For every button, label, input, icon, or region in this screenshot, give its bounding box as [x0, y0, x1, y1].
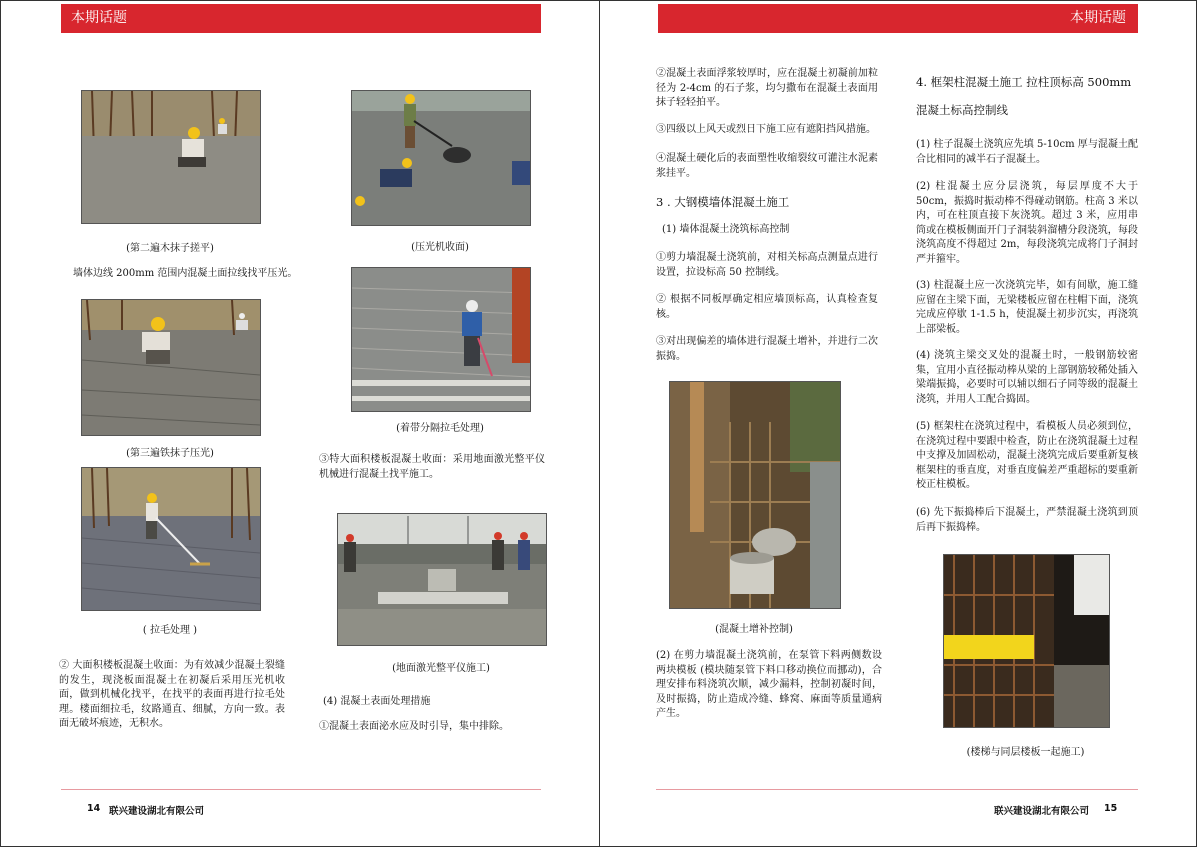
text-column-formwork-check: (5) 框架柱在浇筑过程中，看模板人员必须到位，在浇筑过程中要跟中检查，防止在浇筑混凝土过程中支撑及加固松动，混凝土浇筑完成后要重新复核框架柱的垂直度，对垂直度偏差严重超标的要重新校正柱模板。 [916, 421, 1138, 490]
right-page [600, 1, 1196, 846]
text-wall-edge: 墙体边线 200mm 范围内混凝土面拉线找平压光。 [73, 268, 298, 279]
right-header-banner: 本期话题 [658, 4, 1138, 33]
right-footer-rule [656, 789, 1138, 790]
text-deviation-fix: ③对出现偏差的墙体进行混凝土增补，并进行二次振捣。 [656, 336, 878, 362]
left-page-number: 14 [87, 803, 101, 814]
text-large-slab: ② 大面积楼板混凝土收面：为有效减少混凝土裂缝的发生，现浇板面混凝土在初凝后采用压光机收面，做到机械化找平，在找平的表面再进行拉毛处理。楼面细拉毛，纹路通直、细腻，方向一致。表面无破坏痕迹，无积水。 [59, 660, 285, 729]
photo-brushing-divided [351, 267, 531, 412]
text-column-base-layer: (1) 柱子混凝土浇筑应先填 5-10cm 厚与混凝土配合比相同的减半石子混凝土。 [916, 139, 1138, 165]
text-slab-thickness: ② 根据不同板厚确定相应墙顶标高，认真检查复核。 [656, 294, 878, 320]
text-column-layered-pour: (2) 柱混凝土应分层浇筑，每层厚度不大于 50cm，振捣时振动棒不得碰动钢筋。柱高 3 米以内，可在柱顶直接下灰浇筑。超过 3 米，应用串筒或在模板侧面开门子洞装斜溜槽分段浇筑，每段浇筑高度不得超过 2m，每段浇筑完成将门子洞封严并箍牢。 [916, 181, 1138, 265]
text-vibrator-first: (6) 先下振捣棒后下混凝土，严禁混凝土浇筑到顶后再下振捣棒。 [916, 507, 1138, 533]
text-wind-sun: ③四级以上风天或烈日下施工应有遮阳挡风措施。 [656, 124, 876, 135]
heading-frame-column-a: 4. 框架柱混凝土施工 拉柱顶标高 500mm [916, 75, 1132, 89]
left-page [1, 1, 599, 846]
caption-stair-slab: (楼梯与同层楼板一起施工) [966, 747, 1085, 758]
photo-wood-trowel [81, 90, 261, 224]
text-pump-formwork: (2) 在剪力墙混凝土浇筑前，在泵管下料两侧数设两块模板 (模块随泵管下料口移动换位而挪动)，合理安排布料浇筑次顺，减少漏料，控制初凝时间，及时振捣，防止造成冷缝、蜂窝、麻面等质量通病产生。 [656, 650, 882, 719]
caption-concrete-supplement: (混凝土增补控制) [715, 624, 793, 635]
photo-concrete-supplement [669, 381, 841, 609]
text-laser-screed: ③特大面积楼板混凝土收面：采用地面激光整平仪机械进行混凝土找平施工。 [319, 454, 545, 480]
caption-wood-trowel: (第二遍木抹子搓平) [126, 243, 214, 254]
caption-brushing-divided: (着带分隔拉毛处理) [396, 423, 484, 434]
caption-power-trowel: (压光机收面) [411, 242, 469, 253]
text-beam-intersection: (4) 浇筑主梁交叉处的混凝土时，一般钢筋较密集，宜用小直径振动棒从梁的上部钢筋较稀处插入梁端振捣，必要时可以辅以细石子同等级的混凝土浇筑，并用人工配合捣固。 [916, 350, 1138, 405]
heading-surface-treatment: (4) 混凝土表面处理措施 [323, 696, 431, 707]
photo-brushing [81, 467, 261, 611]
left-footer-company: 联兴建设湖北有限公司 [109, 806, 205, 817]
heading-frame-column-b: 混凝土标高控制线 [916, 103, 1008, 117]
text-shrinkage: ④混凝土硬化后的表面塑性收缩裂纹可灌注水泥素浆挂平。 [656, 153, 878, 179]
photo-steel-trowel [81, 299, 261, 436]
text-shear-wall-points: ①剪力墙混凝土浇筑前，对相关标高点测量点进行设置，拉设标高 50 控制线。 [656, 252, 878, 278]
photo-stair-slab [943, 554, 1110, 728]
right-footer-company: 联兴建设湖北有限公司 [994, 806, 1090, 817]
caption-laser-screed: (地面激光整平仪施工) [392, 663, 490, 674]
caption-brushing: ( 拉毛处理 ) [142, 625, 198, 636]
photo-laser-screed [337, 513, 547, 646]
text-laitance: ②混凝土表面浮浆较厚时，应在混凝土初凝前加粒径为 2-4cm 的石子浆，均匀撒布在混凝土表面用抹子轻轻拍平。 [656, 68, 878, 108]
text-column-construction-joint: (3) 柱混凝土应一次浇筑完毕，如有间歇，施工缝应留在主梁下面，无梁楼板应留在柱帽下面，浇筑完成应停歇 1-1.5 h，使混凝土初步沉实，再浇筑上部梁板。 [916, 280, 1138, 335]
caption-steel-trowel: (第三遍铁抹子压光) [126, 448, 214, 459]
text-surface-bleeding: ①混凝土表面泌水应及时引导，集中排除。 [319, 721, 509, 732]
left-footer-rule [61, 789, 541, 790]
photo-power-trowel [351, 90, 531, 226]
heading-steel-form-wall: 3 . 大钢模墙体混凝土施工 [656, 195, 790, 209]
right-page-number: 15 [1104, 803, 1118, 814]
left-header-banner: 本期话题 [61, 4, 541, 33]
subheading-wall-elevation: (1) 墙体混凝土浇筑标高控制 [662, 224, 790, 235]
